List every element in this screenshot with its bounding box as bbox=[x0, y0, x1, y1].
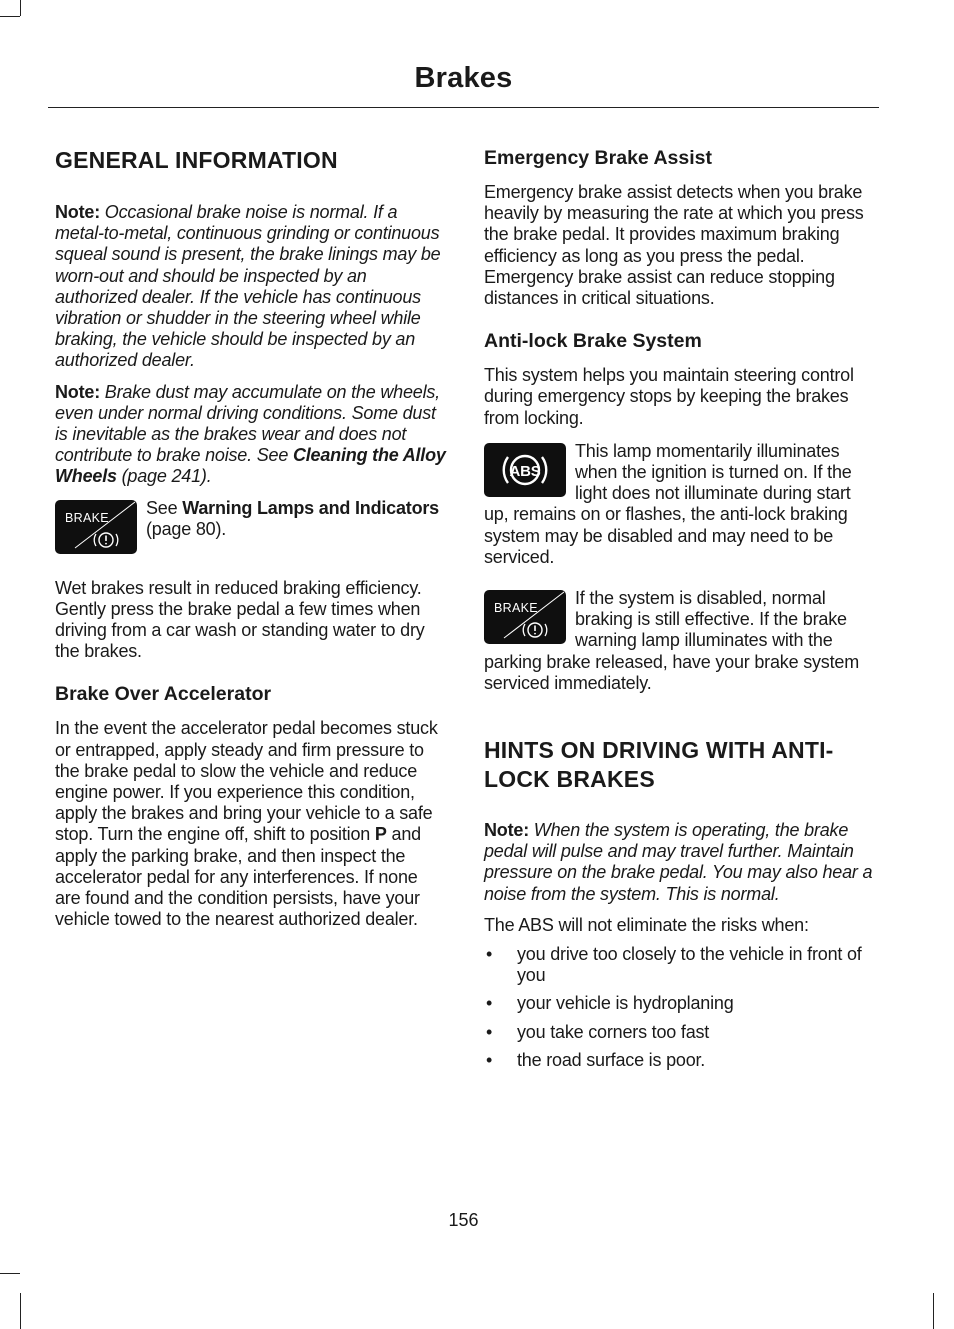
abs-lamp-text: This lamp momentarily illuminates when the ignition is turned on. If the light does not illuminate during start up, remains on or flashes, the anti-lock braking system may be disabled and may need to be serviced. bbox=[484, 440, 852, 567]
bullet: • bbox=[486, 1021, 493, 1042]
anti-lock-brake-paragraph: This system helps you maintain steering control during emergency stops by keeping the brakes from locking. bbox=[484, 365, 854, 428]
brake-over-accelerator-heading: Brake Over Accelerator bbox=[55, 683, 272, 706]
note-text: Occasional brake noise is normal. If a metal-to-metal, continuous grinding or continuous squeal sound is present, the brake linings may be worn-out and should be inspected by an authorized dealer. If the vehicle has continuous vibration or shudder in the steering wheel while braking, the vehicle should be inspected by an authorized dealer. bbox=[55, 202, 441, 371]
cross-reference-link[interactable]: Cleaning the Alloy Wheels bbox=[55, 445, 446, 487]
crop-mark bbox=[20, 1293, 21, 1329]
see-text: See bbox=[146, 497, 183, 518]
page-header bbox=[48, 58, 879, 108]
note-brake-noise bbox=[55, 202, 447, 372]
crop-mark bbox=[0, 16, 20, 17]
list-item: • the road surface is poor. bbox=[486, 1049, 706, 1070]
crop-mark bbox=[0, 1273, 20, 1274]
abs-risks-intro: The ABS will not eliminate the risks when: bbox=[484, 914, 809, 935]
park-position: P bbox=[374, 824, 387, 845]
wet-brakes-paragraph: Wet brakes result in reduced braking efficiency. Gently press the brake pedal a few times when driving from a car wash or standing water to dry the brakes. bbox=[55, 577, 425, 662]
note-text: When the system is operating, the brake pedal will pulse and may travel further. Maintain pressure on the brake pedal. You may also hear a noise from the system. This is normal. bbox=[484, 820, 873, 904]
note-label: Note: bbox=[484, 820, 529, 841]
brake-warning-lamp-icon bbox=[55, 500, 137, 554]
abs-lamp-description bbox=[484, 441, 876, 568]
note-text: Brake dust may accumulate on the wheels, even under normal driving conditions. Some dust is inevitable as the brakes wear and does not contribute to brake noise. See bbox=[55, 381, 440, 466]
page-title: Brakes bbox=[414, 62, 513, 94]
bullet: • bbox=[486, 944, 493, 965]
emergency-brake-assist-heading: Emergency Brake Assist bbox=[484, 147, 712, 169]
list-item: • you drive too closely to the vehicle in front of you bbox=[486, 944, 862, 986]
brake-lamp-description bbox=[484, 588, 876, 694]
abs-icon-text: ABS bbox=[509, 462, 541, 480]
bullet: • bbox=[486, 1049, 493, 1070]
bullet: • bbox=[486, 993, 493, 1014]
right-column bbox=[484, 146, 876, 1078]
list-item: • you take corners too fast bbox=[486, 1021, 710, 1042]
lamp-label: BRAKE bbox=[494, 601, 538, 616]
page-reference: (page 241). bbox=[116, 466, 212, 487]
left-column bbox=[55, 136, 447, 940]
anti-lock-brake-system-heading: Anti-lock Brake System bbox=[484, 330, 702, 353]
abs-warning-lamp-icon bbox=[484, 443, 566, 497]
crop-mark bbox=[933, 1293, 934, 1329]
lamp-label: BRAKE bbox=[65, 510, 109, 525]
brake-warning-lamp-icon bbox=[484, 590, 566, 644]
note-label: Note: bbox=[55, 202, 100, 222]
note-abs-pulse bbox=[484, 820, 876, 905]
list-item: • your vehicle is hydroplaning bbox=[486, 993, 734, 1014]
brake-lamp-text: If the system is disabled, normal braking is still effective. If the brake warning lamp illuminates with the parking brake released, have your brake system serviced immediately. bbox=[484, 588, 859, 693]
general-information-heading: GENERAL INFORMATION bbox=[55, 147, 338, 173]
warning-lamps-link[interactable]: Warning Lamps and Indicators bbox=[182, 497, 439, 518]
note-label: Note: bbox=[55, 381, 100, 402]
abs-risks-list bbox=[484, 944, 876, 1071]
note-brake-dust bbox=[55, 382, 447, 488]
brake-lamp-reference bbox=[55, 498, 447, 558]
brake-over-accelerator-paragraph: In the event the accelerator pedal becomes stuck or entrapped, apply steady and firm pressure to the brake pedal to slow the vehicle and reduce engine power. If you experience this condition, apply the brakes and bring your vehicle to a safe stop. Turn the engine off, shift to position P and apply the parking brake, and then inspect the accelerator pedal for any interferences. If none are found and the condition persists, have your vehicle towed to the nearest authorized dealer. bbox=[55, 718, 438, 930]
crop-mark bbox=[20, 0, 21, 16]
emergency-brake-assist-paragraph: Emergency brake assist detects when you brake heavily by measuring the rate at which you press the brake pedal. It provides maximum braking efficiency as long as you press the pedal. Emergency brake assist can reduce stopping distances in critical situations. bbox=[484, 182, 864, 309]
page-reference: (page 80). bbox=[146, 518, 227, 539]
page-number: 156 bbox=[448, 1210, 479, 1230]
hints-heading: HINTS ON DRIVING WITH ANTI-LOCK BRAKES bbox=[484, 737, 834, 793]
